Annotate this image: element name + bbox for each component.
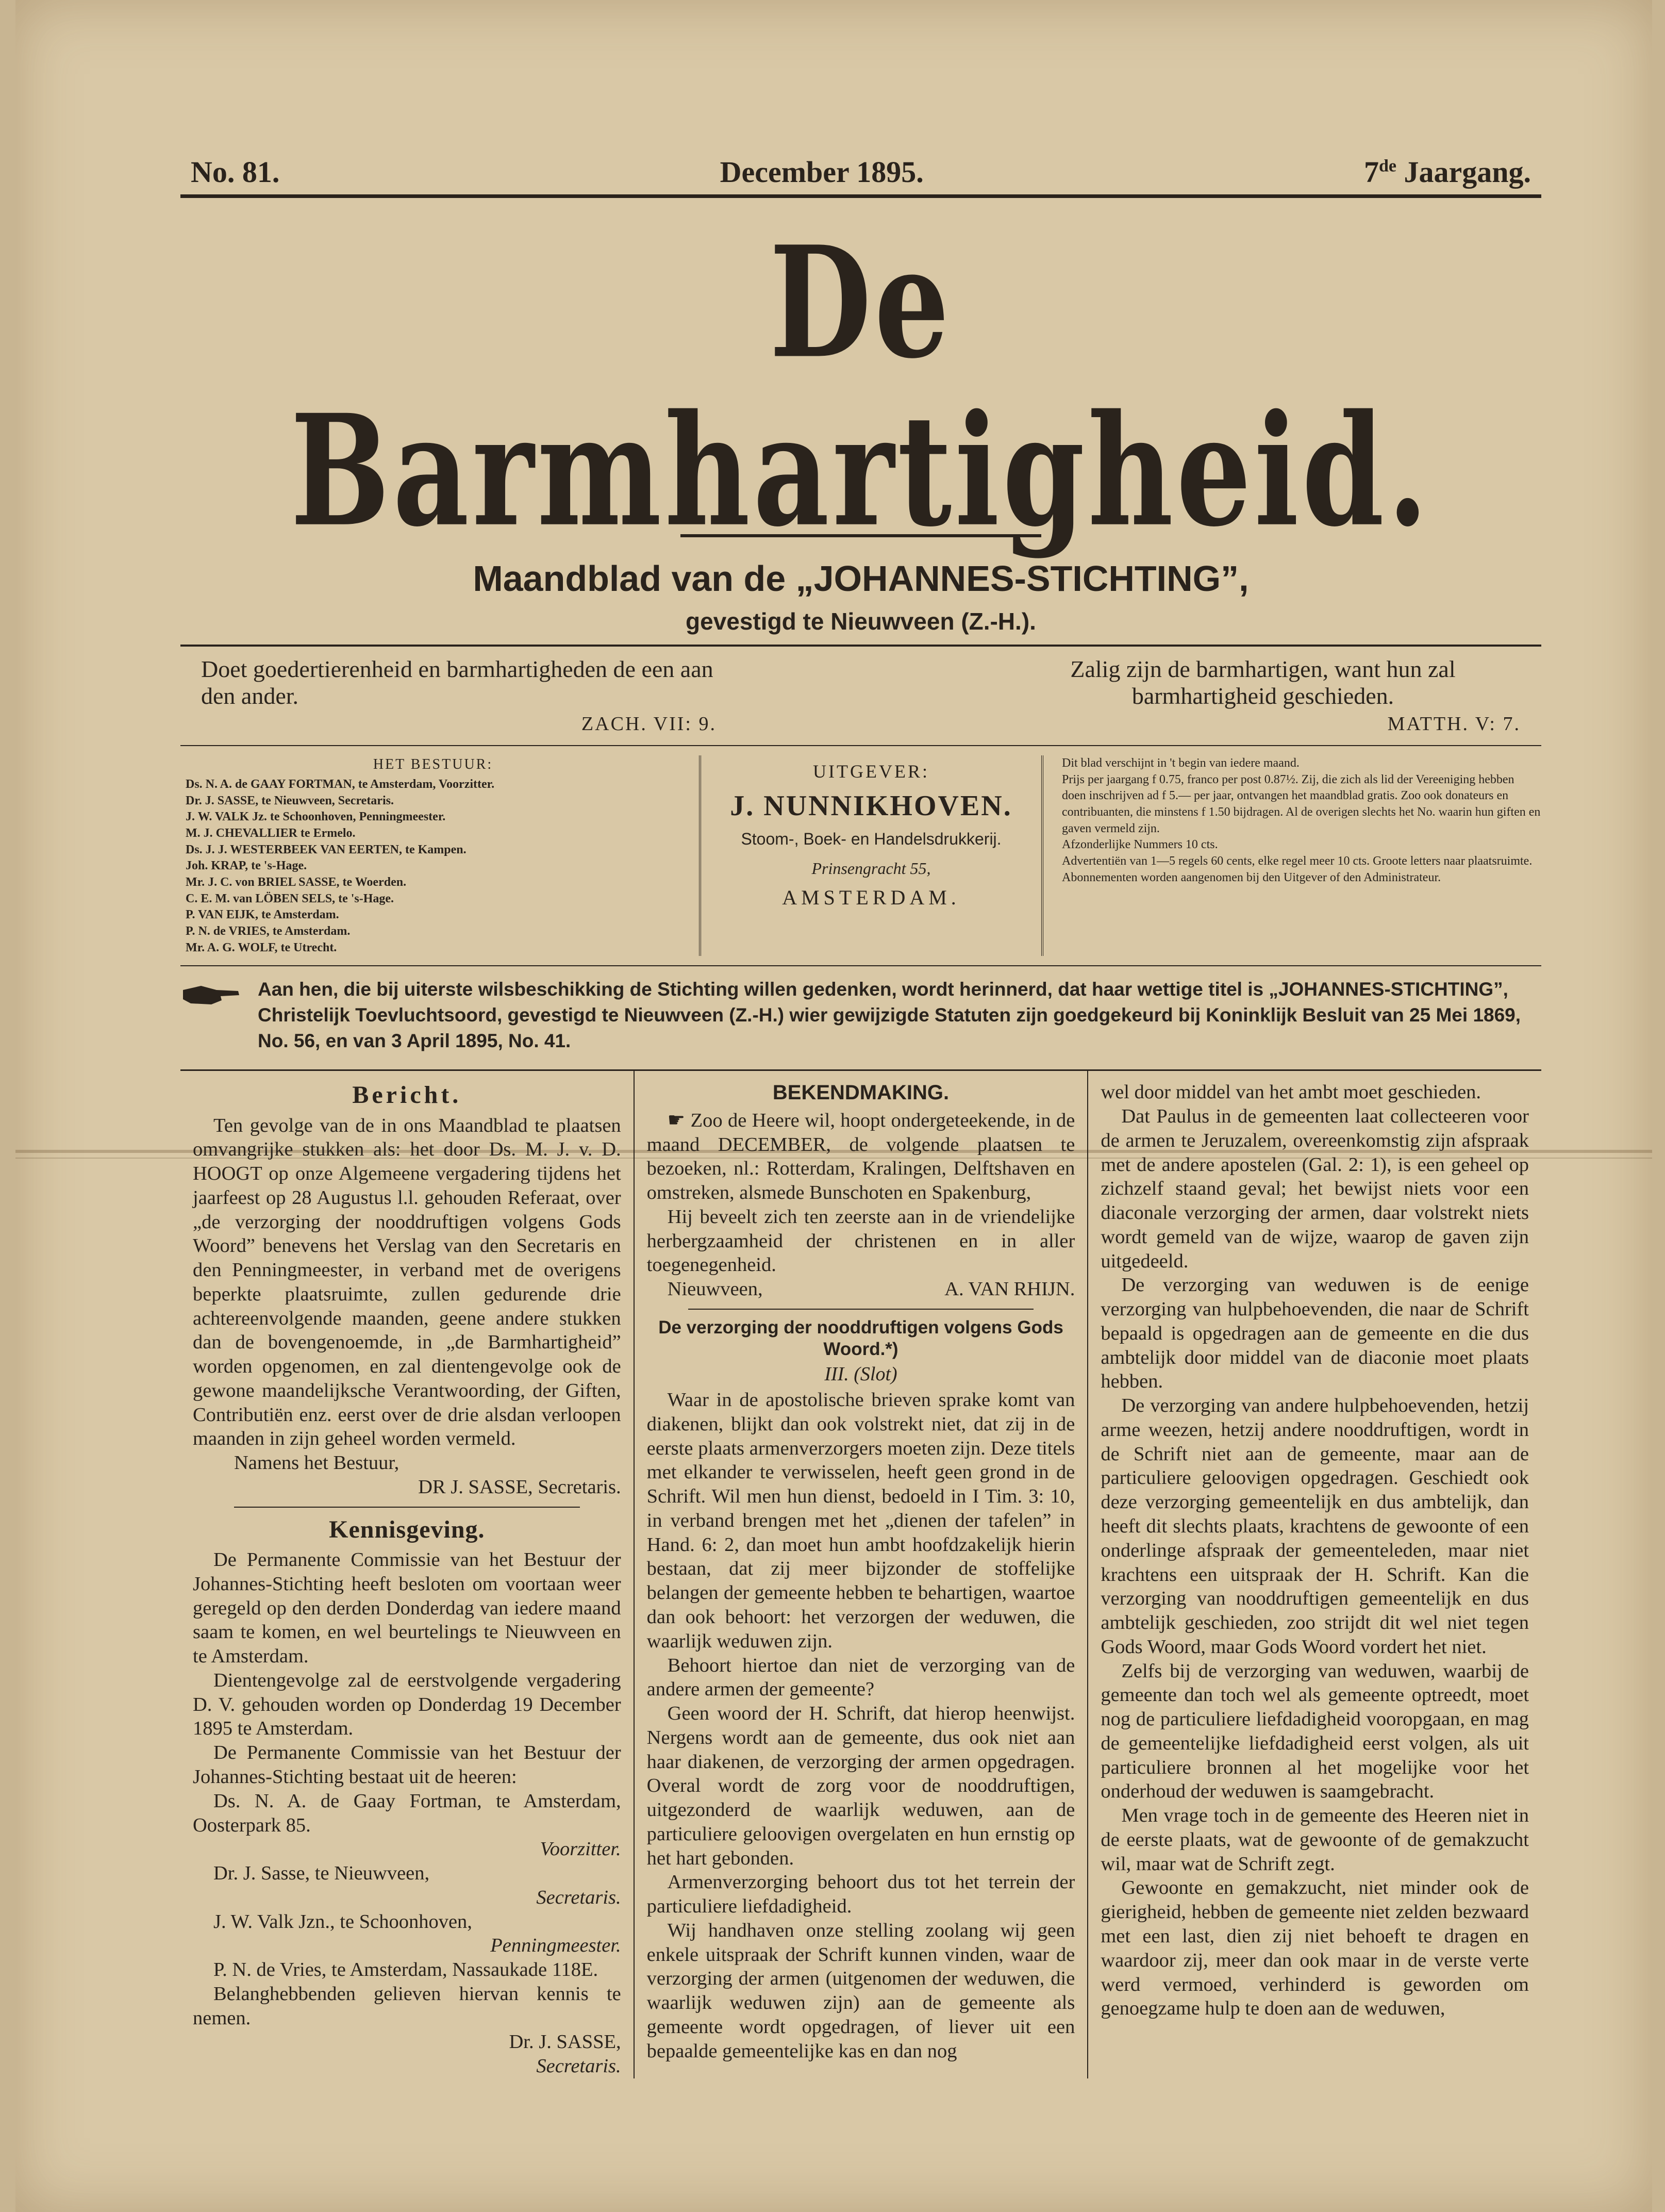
seat-line: gevestigd te Nieuwveen (Z.-H.). <box>686 607 1036 635</box>
bekendmaking-text: Zoo de Heere wil, hoopt ondergeteekende, in de maand DECEMBER, de volgende plaatsen te bezoeken, nl.: Rotterdam, Kralingen, Delftshaven en omstreken, alsmede Bunschoten en Spakenburg, <box>646 1109 1075 1204</box>
kennisgeving-p2: Dientengevolge zal de eerstvolgende vergadering D. V. gehouden worden op Donderdag 19 December 1895 te Amsterdam. <box>193 1669 621 1740</box>
bekendmaking-signature: A. VAN RHIJN. <box>944 1278 1075 1300</box>
publisher-city: AMSTERDAM. <box>782 886 960 910</box>
terms-line: Advertentiën van 1—5 regels 60 cents, elke regel meer 10 cts. Groote letters naar plaatsruimte. <box>1062 854 1533 868</box>
motto-left-text: Doet goedertierenheid en barmhartigheden de een aan den ander. <box>201 655 713 709</box>
board-member: C. E. M. van LÖBEN SELS, te 's-Hage. <box>186 892 394 905</box>
article-columns <box>180 1069 1541 2078</box>
terms-line: Afzonderlijke Nummers 10 cts. <box>1062 838 1218 852</box>
article-paragraph: Armenverzorging behoort dus tot het terrein der particuliere liefdadigheid. <box>646 1871 1075 1918</box>
publisher-address: Prinsengracht 55, <box>811 859 931 878</box>
article-paragraph: Men vrage toch in de gemeente des Heeren niet in de eerste plaats, wat de gewoonte of de gemakzucht wil, maar wat de Schrift zegt. <box>1101 1805 1529 1875</box>
front-page <box>180 155 1541 2078</box>
subscription-terms <box>1062 755 1541 956</box>
board-member: Mr. A. G. WOLF, te Utrecht. <box>186 940 337 954</box>
board-member: M. J. CHEVALLIER te Ermelo. <box>186 827 356 840</box>
column-left <box>180 1071 634 2078</box>
motto-right-text: Zalig zijn de barmhartigen, want hun zal barmhartigheid geschieden. <box>1070 655 1456 709</box>
article-paragraph: De verzorging van andere hulpbehoevenden, hetzij arme weezen, hetzij andere nooddruftigen, wordt in de Schrift niet aan de gemeente, maar aan de particuliere geloovigen opgedragen. Geschiedt ook deze verzorging gemeentelijk en dus ambtelijk, dan heeft dit slechts plaats, krachtens de gewoonte of een onderlinge afspraak der gemeenteleden, maar niet krachtens een uitspraak der H. Schrift. Kan die verzorging van nooddruftigen gemeentelijk en dus ambtelijk geschieden, zoo strijdt dit wel niet tegen Gods Woord, maar Gods Woord vordert het niet. <box>1101 1395 1529 1658</box>
board-member: Dr. J. SASSE, te Nieuwveen, Secretaris. <box>186 794 394 807</box>
board-member: J. W. VALK Jz. te Schoonhoven, Penningmeester. <box>186 810 446 824</box>
kennisgeving-title: Kennisgeving. <box>329 1515 485 1543</box>
publisher-label: UITGEVER: <box>813 761 929 782</box>
member-line: J. W. Valk Jzn., te Schoonhoven, <box>213 1910 472 1933</box>
volume-suffix: de <box>1378 156 1396 176</box>
signature-name: Dr. J. SASSE, <box>509 2031 621 2053</box>
member-role: Secretaris. <box>536 1886 621 1908</box>
kennisgeving-p1: De Permanente Commissie van het Bestuur der Johannes-Stichting heeft besloten om voortaan weer geregeld op den derden Donderdag van iedere maand saam te komen, en wel beurtelings te Nieuwveen en te Amsterdam. <box>193 1549 621 1668</box>
board-heading: HET BESTUUR: <box>373 756 493 773</box>
article-paragraph: Waar in de apostolische brieven sprake komt van diakenen, blijkt dan ook volstrekt niet, dat zij in de eerste plaats armenverzorgers moeten zijn. Deze titels met elkander te verwisselen, heeft geen grond in de Schrift. Wil men hun dienst, bedoeld in I Tim. 3: 10, in verband brengen met het „dienen der tafelen” in Hand. 6: 2, dan moet hun ambt hoofdzakelijk hierin bestaan, dat zij meer bijzonder de stoffelijke belangen der gemeente hebben te behartigen, waartoe dan ook behoort: het verzorgen der weduwen, die waarlijk weduwen zijn. <box>646 1389 1075 1652</box>
divider <box>180 745 1541 746</box>
board-member: P. VAN EIJK, te Amsterdam. <box>186 908 339 922</box>
article-paragraph: wel door middel van het ambt moet geschieden. <box>1101 1081 1481 1103</box>
volume-number: 7 <box>1363 155 1379 189</box>
newspaper-sheet <box>15 0 1652 2212</box>
legacy-notice <box>180 977 1541 1054</box>
publisher-trade: Stoom-, Boek- en Handelsdrukkerij. <box>741 830 1002 849</box>
masthead-title: De Barmhartigheid. <box>290 212 1431 560</box>
board-member: P. N. de VRIES, te Amsterdam. <box>186 925 351 938</box>
issue-date: December 1895. <box>720 155 924 189</box>
divider <box>180 645 1541 647</box>
motto-right-ref: MATTH. V: 7. <box>1387 713 1521 735</box>
volume <box>1364 155 1531 189</box>
bekendmaking-p1 <box>647 1109 1075 1205</box>
bekendmaking-signoff <box>647 1277 1075 1301</box>
bekendmaking-place: Nieuwveen, <box>667 1278 763 1300</box>
terms-line: Abonnementen worden aangenomen bij den Uitgever of den Administrateur. <box>1062 870 1441 884</box>
board-member: Mr. J. C. von BRIEL SASSE, te Woerden. <box>186 876 407 889</box>
article-paragraph: Wij handhaven onze stelling zoolang wij geen enkele uitspraak der Schrift kunnen vinden, waar de verzorging der armen (uitgenomen der weduwen, die waarlijk weduwen zijn) aan de gemeente als gemeente wordt opgedragen, of liever uit een bepaalde gemeentelijke kas en dan nog <box>646 1919 1075 2062</box>
divider <box>180 965 1541 966</box>
namens-signature: DR J. SASSE, Secretaris. <box>418 1476 621 1498</box>
publisher-box <box>699 755 1043 956</box>
pointing-hand-icon <box>180 980 242 1011</box>
motto-left <box>201 656 717 736</box>
section-rule <box>688 1309 1034 1310</box>
issue-number: No. 81. <box>191 155 280 189</box>
member-line: P. N. de Vries, te Amsterdam, Nassaukade 118E. <box>213 1959 598 1981</box>
info-box <box>180 755 1541 956</box>
legacy-notice-text: Aan hen, die bij uiterste wilsbeschikking de Stichting willen gedenken, wordt herinnerd, dat haar wettige titel is „JOHANNES-STICHTING”, Christelijk Toevluchtsoord, gevestigd te Nieuwveen (Z.-H.) wier gewijzigde Statuten zijn goedgekeurd bij Koninklijk Besluit van 25 Mei 1869, No. 56, en van 3 April 1895, No. 41. <box>258 979 1521 1052</box>
motto-right <box>1005 656 1521 736</box>
bekendmaking-p2: Hij beveelt zich ten zeerste aan in de vriendelijke herbergzaamheid der christenen en in aller toegenegenheid. <box>646 1206 1075 1276</box>
member-line: Ds. N. A. de Gaay Fortman, te Amsterdam, Oosterpark 85. <box>193 1790 621 1836</box>
kennisgeving-p3: De Permanente Commissie van het Bestuur der Johannes-Stichting bestaat uit de heeren: <box>193 1742 621 1788</box>
article-paragraph: Geen woord der H. Schrift, dat hierop heenwijst. Nergens wordt aan de gemeente, dus ook niet aan haar diakenen, de verzorging der armen opgedragen. Overal wordt de zorg voor de nooddruftigen, uitgezonderd de waarlijk weduwen, aan de particuliere geloovigen overgelaten en hun ernstig op het hart gebonden. <box>646 1703 1075 1869</box>
article-paragraph: Gewoonte en gemakzucht, niet minder ook de gierigheid, hebben de gemeente niet zelden bezwaard met een last, dien zij niet behoeft te dragen en waardoor zij, meer dan ook maar in de verste verte werd vermoed, verhinderd is geworden om genoegzame hulp te doen aan de weduwen, <box>1101 1877 1529 2020</box>
issue-line <box>180 155 1541 198</box>
article-paragraph: Zelfs bij de verzorging van weduwen, waarbij de gemeente dan toch wel als gemeente optreedt, moet nog de particuliere liefdadigheid vooropgaan, en mag de gemeentelijke liefdadigheid eerst volgen, als uit particuliere bronnen al het mogelijke voor het onderhoud der weduwen is saamgebracht. <box>1101 1660 1529 1803</box>
subtitle: Maandblad van de „JOHANNES-STICHTING”, <box>473 558 1249 599</box>
volume-word: Jaargang. <box>1404 155 1531 189</box>
closing-line: Belanghebbenden gelieven hiervan kennis te nemen. <box>193 1983 621 2029</box>
signature-role: Secretaris. <box>536 2055 621 2077</box>
motto-left-ref: ZACH. VII: 9. <box>581 713 717 735</box>
bericht-text: Ten gevolge van de in ons Maandblad te plaatsen omvangrijke stukken als: het door Ds. M. J. v. D. HOOGT op onze Algemeene vergadering tijdens het jaarfeest op 28 Augustus l.l. gehouden Referaat, over „de verzorging der nooddruftigen volgens Gods Woord” benevens het Verslag van den Secretaris en den Penningmeester, in verband met de overigens beperkte plaatsruimte, zullen gedurende drie achtereenvolgende maanden, geene andere stukken dan de bovengenoemde, in „de Barmhartigheid” worden opgenomen, en zal dientengevolge ook de gewone maandelijksche Verantwoording, der Giften, Contributiën enz. eerst over de drie alsdan verloopen maanden in zijn geheel worden vermeld. <box>193 1114 621 1450</box>
board-member: Ds. J. J. WESTERBEEK VAN EERTEN, te Kampen. <box>186 843 467 856</box>
board-list <box>180 755 680 956</box>
board-member: Joh. KRAP, te 's-Hage. <box>186 859 307 873</box>
mottos <box>180 656 1541 736</box>
terms-line: Prijs per jaargang f 0.75, franco per post 0.87½. Zij, die zich als lid der Vereeniging hebben doen inschrijven ad f 5.— per jaar, ontvangen het maandblad gratis. Zoo ook donateurs en contribuanten, die minstens f 1.50 bijdragen. Al de overigen slechts het No. waarin hun giften en gaven vermeld zijn. <box>1062 772 1541 835</box>
member-role: Voorzitter. <box>540 1838 621 1860</box>
article-paragraph: Dat Paulus in de gemeenten laat collecteeren voor de armen te Jeruzalem, overeenkomstig zijn afspraak met de andere apostelen (Gal. 2: 1), is een geheel op zichzelf staand geval; het bewijst niets voor een diaconale verzorging der armen, daar volstrekt niets wordt gemeld van de wijze, waarop de gaven zijn uitgedeeld. <box>1101 1105 1529 1272</box>
column-right <box>1087 1071 1541 2078</box>
publisher-name: J. NUNNIKHOVEN. <box>730 790 1012 822</box>
article-paragraph: Behoort hiertoe dan niet de verzorging van de andere armen der gemeente? <box>646 1654 1075 1701</box>
section-rule <box>234 1507 580 1508</box>
board-member: Ds. N. A. de GAAY FORTMAN, te Amsterdam, Voorzitter. <box>186 778 495 791</box>
bericht-title: Bericht. <box>352 1081 462 1109</box>
column-middle <box>634 1071 1088 2078</box>
pointing-hand-icon: ☛ <box>667 1109 691 1131</box>
member-line: Dr. J. Sasse, te Nieuwveen, <box>213 1862 430 1885</box>
bekendmaking-title: BEKENDMAKING. <box>772 1081 950 1104</box>
article-part: III. (Slot) <box>824 1363 897 1385</box>
article-title: De verzorging der nooddruftigen volgens Gods Woord.*) <box>658 1317 1063 1359</box>
article-paragraph: De verzorging van weduwen is de eenige verzorging van hulpbehoevenden, die naar de Schrift bepaald is opgedragen aan de gemeente en die dus ambtelijk door middel van de diaconie moet plaats hebben. <box>1101 1274 1529 1393</box>
terms-line: Dit blad verschijnt in 't begin van iedere maand. <box>1062 756 1300 770</box>
namens-line: Namens het Bestuur, <box>234 1452 399 1474</box>
member-role: Penningmeester. <box>490 1935 621 1957</box>
